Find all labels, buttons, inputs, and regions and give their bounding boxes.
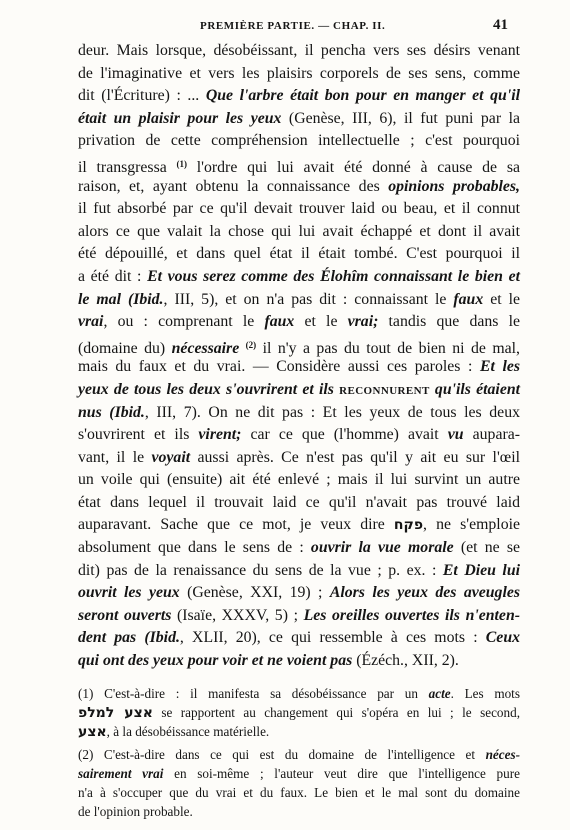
quotation: Et les	[479, 358, 520, 376]
emphasis: vrai;	[347, 313, 379, 331]
text-line	[78, 379, 520, 402]
footnote-line: sairement vrai en soi-même ; l'auteur veut dire que l'intelligence pure	[78, 765, 520, 781]
text-line: dit) pas de la renaissance du sens de la vue ; p. ex. : Et Dieu lui	[78, 561, 520, 579]
text-line: privation de cette compréhension intellectuelle ; c'est pourquoi	[78, 132, 520, 150]
text-line: état dans lequel il trouvait laid ce qu'il n'avait pas trouvé laid	[78, 493, 520, 511]
page-header	[0, 18, 570, 40]
footnotes	[78, 684, 520, 821]
text-line: nus (Ibid., III, 7). On ne dit pas : Et les yeux de tous les deux	[78, 403, 520, 421]
text-line: été dépouillé, et dans quel état il était tombé. C'est pourquoi il	[78, 245, 520, 263]
emphasis: vu	[447, 426, 464, 444]
quotation: Et Dieu lui	[442, 561, 520, 579]
text-line: ouvrit les yeux (Genèse, XXI, 19) ; Alors les yeux des aveugles	[78, 584, 520, 602]
footnote-line: אצע למלפ se rapportent au changement qui s'opéra en lui ; le second,	[78, 705, 520, 722]
emphasis: vrai	[78, 313, 104, 331]
quotation: ouvrit les yeux	[78, 584, 180, 602]
citation: (Ibid.	[120, 290, 164, 308]
text-line: mais du faux et du vrai. — Considère aussi ces paroles : Et les	[78, 358, 520, 376]
footnote-line: de l'opinion probable.	[78, 804, 193, 820]
quotation: qu'ils étaient	[429, 380, 521, 398]
hebrew-word: אצע למלפ	[78, 705, 153, 722]
emphasis: voyait	[151, 448, 191, 466]
emphasis: sairement vrai	[78, 765, 164, 781]
emphasis: opinions probables,	[388, 177, 521, 195]
text-line: alors ce que valait la chose qui lui avait échappé et dont il avait	[78, 222, 520, 240]
text-line: raison, et, ayant obtenu la connaissance des opinions probables,	[78, 177, 521, 195]
hebrew-word: פקח	[393, 517, 424, 534]
text-line: dent pas (Ibid., XLII, 20), ce qui ressemble à ces mots : Ceux	[78, 629, 520, 647]
text-line: vant, il le voyait aussi après. Ce n'est pas qu'il y ait eu sur l'œil	[78, 448, 520, 466]
text-line: le mal (Ibid., III, 5), et on n'a pas dit : connaissant le faux et le	[78, 290, 520, 308]
footnote-1	[78, 684, 520, 742]
main-text	[78, 40, 520, 673]
quotation: nus	[78, 403, 102, 421]
footnote-line: (1) C'est-à-dire : il manifesta sa désobéissance par un acte. Les mots	[78, 686, 520, 701]
text-line: il fut absorbé par ce qu'il devait trouver laid ou beau, et il connut	[78, 200, 520, 218]
text-line: a été dit : Et vous serez comme des Élohîm connaissant le bien et	[78, 267, 520, 285]
citation: (Ibid.	[101, 403, 145, 421]
text-line: un voile qui (ensuite) ait été enlevé ; mais il lui survint un autre	[78, 471, 520, 489]
quotation: le mal	[78, 290, 121, 308]
text-line: (domaine du) nécessaire $^{(2)}$ il n'y a pas du tout de bien ni de mal,	[78, 339, 521, 357]
quotation: était un plaisir pour les yeux	[78, 109, 282, 127]
hebrew-word: אצע	[78, 724, 107, 741]
footnote-line: (2) C'est-à-dire dans ce qui est du domaine de l'intelligence et néces-	[78, 746, 520, 762]
emphasis: faux	[453, 290, 484, 308]
page-number: 41	[493, 17, 508, 33]
quotation: yeux de tous les deux s'ouvrirent et ils	[78, 380, 340, 398]
text-line: il transgressa $^{(1)}$ l'ordre qui lui avait été donné à cause de sa	[78, 158, 520, 176]
quotation: dent pas	[78, 629, 137, 647]
emphasis: acte	[428, 686, 451, 701]
text-line: deur. Mais lorsque, désobéissant, il pencha vers ses désirs venant	[78, 42, 520, 59]
quotation: Les oreilles ouvertes ils n'enten-	[303, 606, 520, 624]
quotation: Que l'arbre était bon pour en manger et qu'il	[205, 87, 520, 105]
text-line: était un plaisir pour les yeux (Genèse, III, 6), il fut puni par la	[78, 109, 520, 127]
quotation: Et vous serez comme des Élohîm connaissant le bien et	[147, 267, 520, 285]
quotation: seront ouverts	[78, 606, 172, 624]
text-line: seront ouverts (Isaïe, XXXV, 5) ; Les oreilles ouvertes ils n'enten-	[78, 606, 520, 624]
emphasis: virent;	[198, 426, 242, 444]
footnote-marker: (1)	[176, 158, 187, 169]
footnote-marker: (2)	[245, 339, 257, 350]
text-line: qui ont des yeux pour voir et ne voient pas (Ézéch., XII, 2).	[78, 652, 459, 670]
footnote-line: n'a à s'occuper que du vrai et du faux. Le bien et le mal sont du domaine	[78, 784, 520, 800]
quotation: Ceux	[485, 629, 520, 647]
text-line: s'ouvrirent et ils virent; car ce que (l'homme) avait vu aupara-	[78, 426, 520, 444]
quotation: Alors les yeux des aveugles	[329, 584, 520, 602]
footnote-2	[78, 745, 520, 822]
text-line: dit (l'Écriture) : ... Que l'arbre était bon pour en manger et qu'il	[78, 87, 520, 105]
footnote-line: אצע, à la désobéissance matérielle.	[78, 724, 270, 741]
text-line: de l'imaginative et vers les plaisirs corporels de ses sens, comme	[78, 64, 520, 82]
small-caps-word: RECONNURENT	[339, 384, 430, 397]
text-line: auparavant. Sache que ce mot, je veux dire פקח, ne s'emploie	[78, 516, 520, 534]
quotation: qui ont des yeux pour voir et ne voient pas	[78, 652, 353, 670]
emphasis: nécessaire	[171, 339, 240, 357]
emphasis: ouvrir la vue morale	[310, 539, 454, 557]
text-line: absolument que dans le sens de : ouvrir la vue morale (et ne se	[78, 539, 520, 557]
citation: (Ibid.	[136, 629, 180, 647]
text-line: vrai, ou : comprenant le faux et le vrai; tandis que dans le	[78, 313, 520, 331]
emphasis: faux	[264, 313, 295, 331]
running-head: PREMIÈRE PARTIE. — CHAP. II.	[200, 20, 386, 32]
emphasis: néces-	[485, 746, 520, 762]
